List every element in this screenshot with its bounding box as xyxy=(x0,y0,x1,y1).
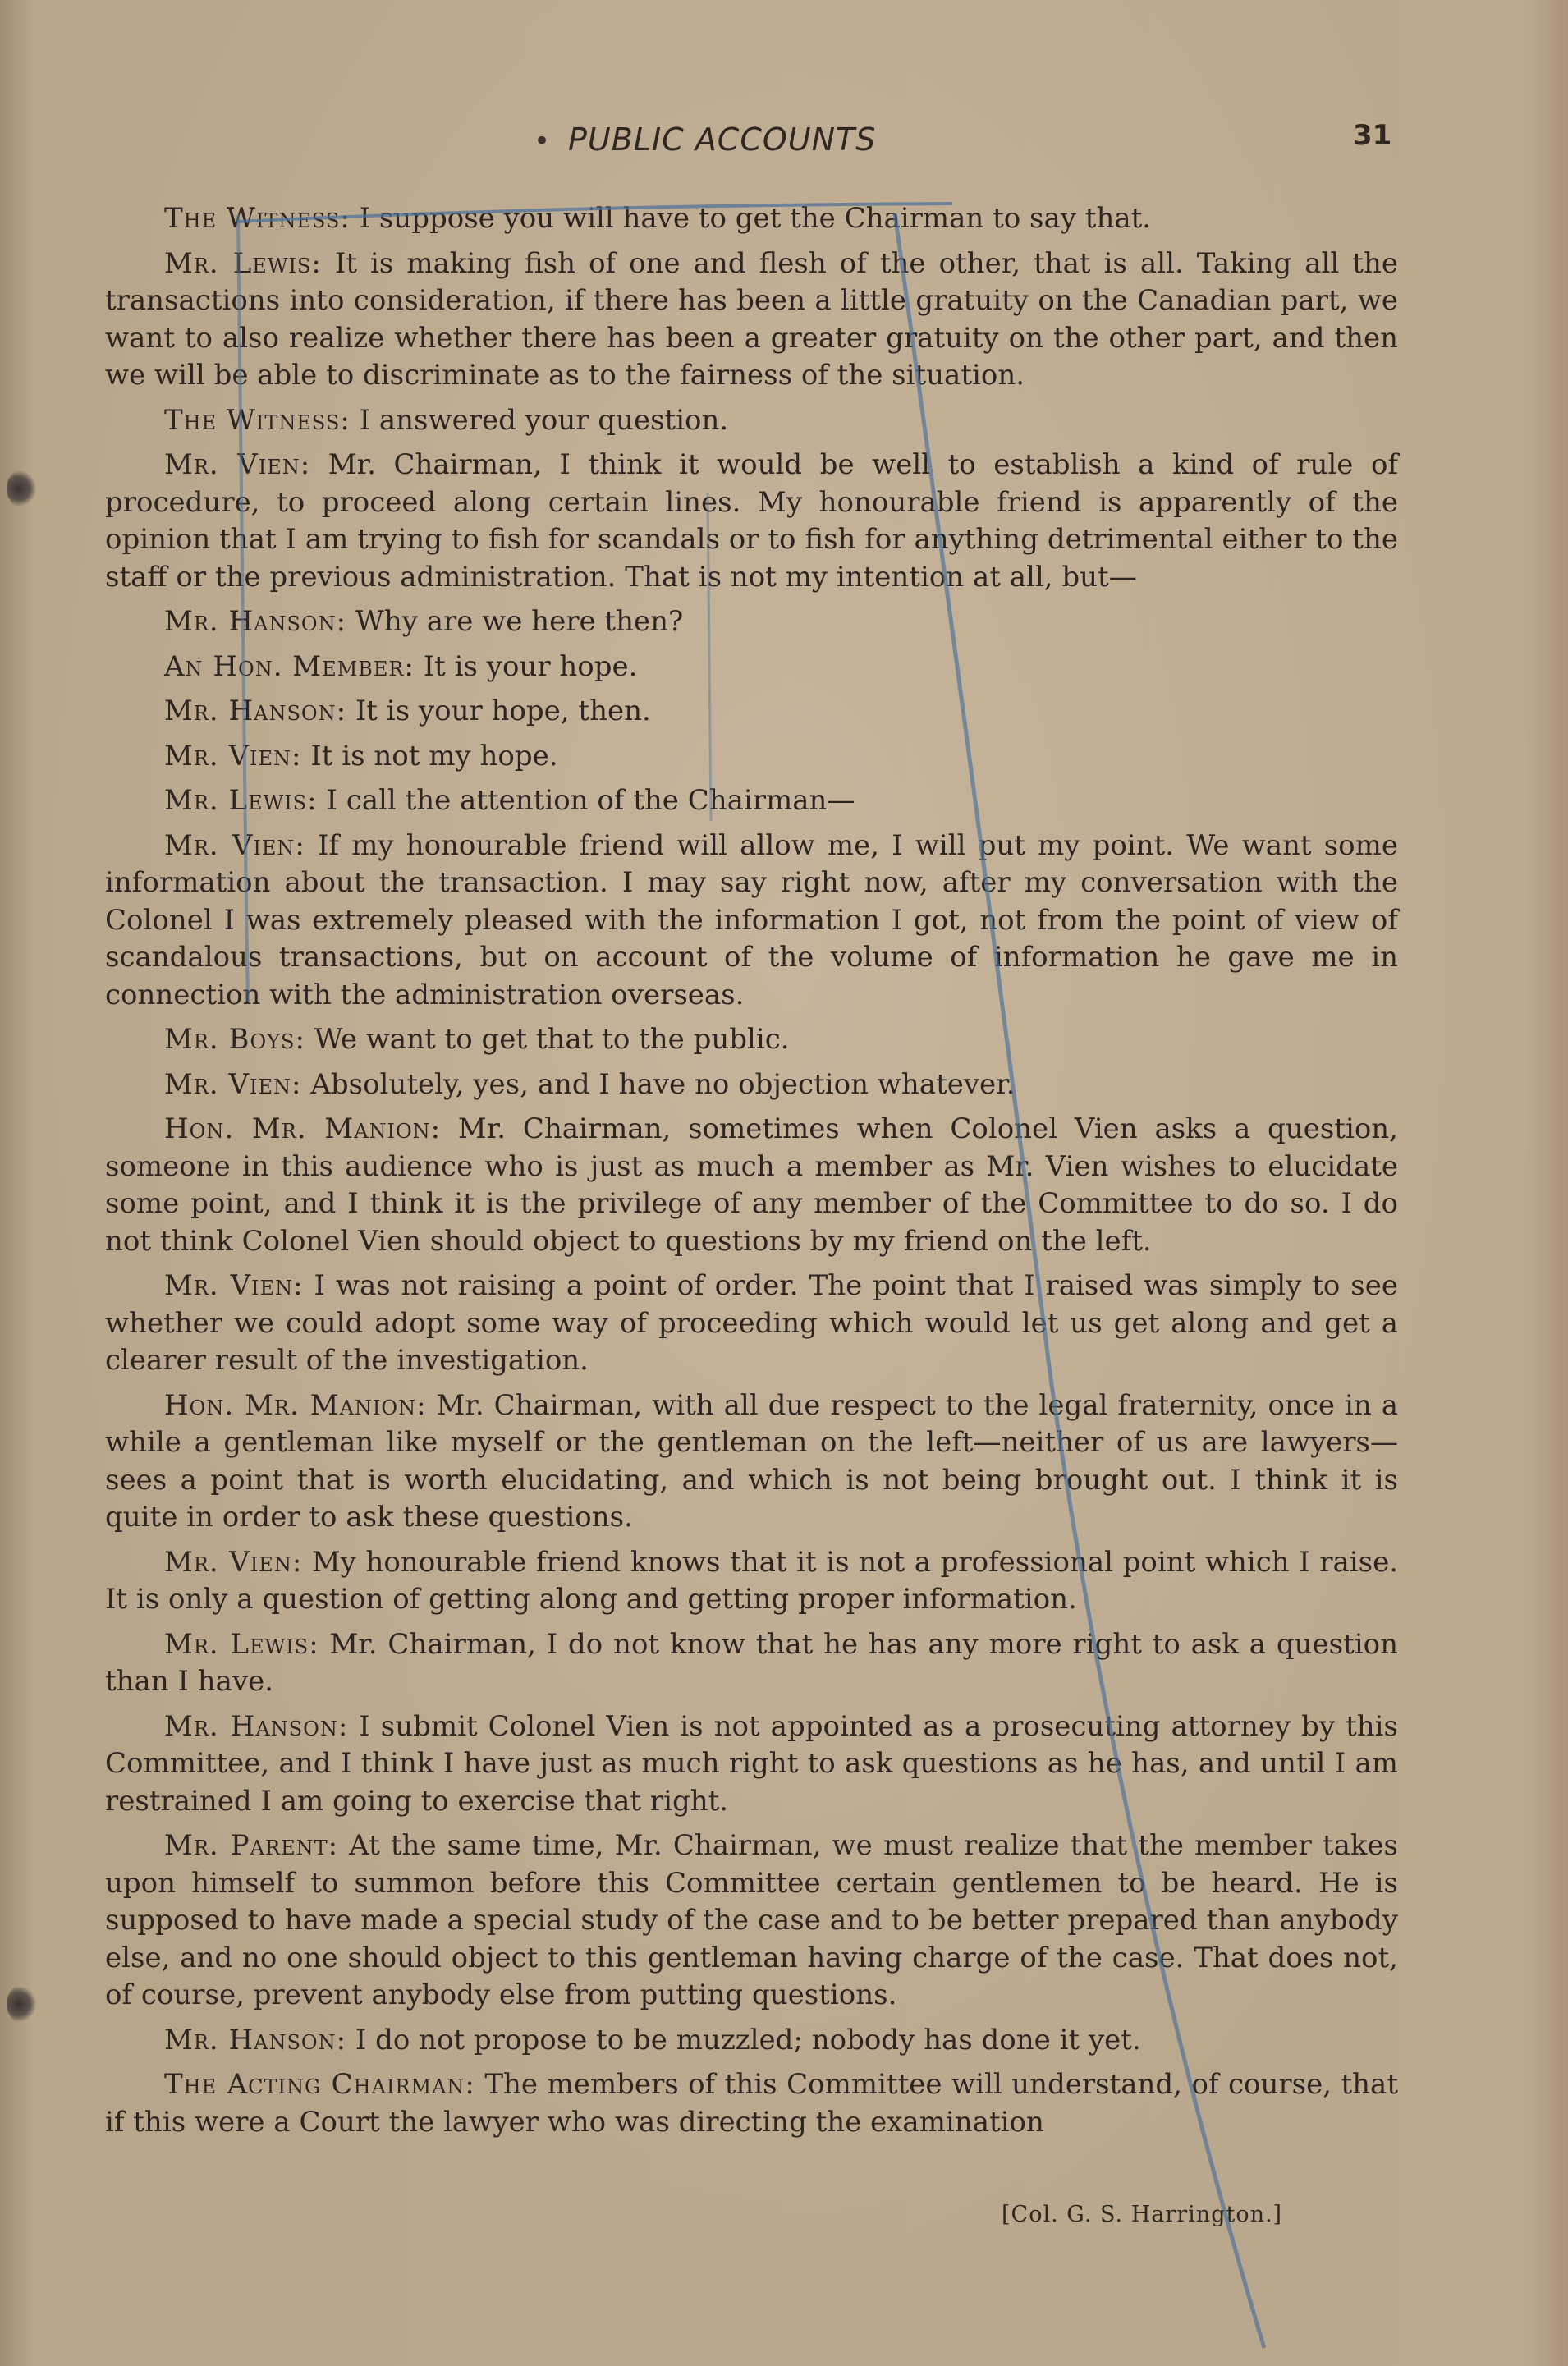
speaker-name: Mr. Lewis: xyxy=(164,246,322,280)
speech-text: I suppose you will have to get the Chairman to say that. xyxy=(350,202,1152,235)
speech-text: I answered your question. xyxy=(350,403,729,437)
speech-text: I submit Colonel Vien is not appointed as a prosecuting attorney by this Committee, and I think I have just as much right to ask questions as he has, and until I am restrained I am going to exercise that right. xyxy=(105,1709,1398,1818)
speaker-name: Mr. Boys: xyxy=(164,1023,305,1056)
speech-text: Mr. Chairman, with all due respect to the legal fraternity, once in a while a gentleman like myself or the gentleman on the left—neither of us are lawyers—sees a point that is worth elucidating, and which is not being brought out. I think it is quite in order to ask these questions. xyxy=(105,1388,1398,1534)
speech-text: I call the attention of the Chairman— xyxy=(317,784,855,817)
header-bullet: • xyxy=(534,125,551,158)
speech-text: The members of this Committee will understand, of course, that if this were a Court the lawyer who was directing the examination xyxy=(105,2068,1398,2139)
binding-hole-top xyxy=(7,470,36,507)
speaker-name: Mr. Lewis: xyxy=(164,1627,319,1661)
speaker-name: The Witness: xyxy=(164,403,351,437)
speaker-name: Mr. Vien: xyxy=(164,1269,304,1302)
transcript-paragraph xyxy=(105,402,1398,440)
speech-text: Why are we here then? xyxy=(346,605,684,638)
transcript-paragraph xyxy=(105,1708,1398,1821)
transcript-paragraph xyxy=(105,1021,1398,1059)
speech-text: I do not propose to be muzzled; nobody has done it yet. xyxy=(346,2023,1141,2056)
transcript-body xyxy=(105,200,1398,2148)
speech-text: I was not raising a point of order. The point that I raised was simply to see whether we could adopt some way of proceeding which would let us get along and get a clearer result of the investigation. xyxy=(105,1269,1398,1377)
speaker-name: An Hon. Member: xyxy=(164,649,415,683)
transcript-paragraph xyxy=(105,1111,1398,1260)
speech-text: It is your hope, then. xyxy=(346,695,651,727)
running-head-title: PUBLIC ACCOUNTS xyxy=(568,122,877,158)
speaker-name: The Witness: xyxy=(164,202,351,235)
speaker-name: Mr. Vien: xyxy=(164,828,305,862)
transcript-paragraph xyxy=(105,1268,1398,1380)
transcript-paragraph xyxy=(105,782,1398,820)
transcript-paragraph xyxy=(105,693,1398,731)
speaker-name: Mr. Hanson: xyxy=(164,2023,347,2056)
transcript-paragraph xyxy=(105,447,1398,596)
speaker-name: Mr. Vien: xyxy=(164,739,302,773)
speaker-name: Hon. Mr. Manion: xyxy=(164,1112,442,1145)
transcript-paragraph xyxy=(105,245,1398,395)
transcript-paragraph xyxy=(105,1066,1398,1104)
transcript-paragraph xyxy=(105,1387,1398,1537)
speaker-name: Hon. Mr. Manion: xyxy=(164,1388,427,1422)
speaker-name: Mr. Vien: xyxy=(164,448,311,481)
transcript-paragraph xyxy=(105,1827,1398,2015)
witness-footer-note: [Col. G. S. Harrington.] xyxy=(1002,2202,1283,2227)
page-number: 31 xyxy=(1353,119,1392,152)
speech-text: We want to get that to the public. xyxy=(305,1023,790,1056)
transcript-paragraph xyxy=(105,828,1398,1015)
transcript-paragraph xyxy=(105,2022,1398,2060)
speaker-name: Mr. Hanson: xyxy=(164,695,347,727)
speaker-name: Mr. Lewis: xyxy=(164,784,318,817)
speech-text: It is your hope. xyxy=(414,649,638,683)
speech-text: It is making fish of one and flesh of the other, that is all. Taking all the transactions into consideration, if there has been a little gratuity on the Canadian part, we want to also realize whether there has been a greater gratuity on the other part, and then we will be able to discriminate as to the fairness of the situation. xyxy=(105,246,1398,392)
speaker-name: Mr. Vien: xyxy=(164,1067,302,1101)
speaker-name: Mr. Vien: xyxy=(164,1545,303,1579)
transcript-paragraph xyxy=(105,1626,1398,1701)
transcript-paragraph xyxy=(105,603,1398,641)
speech-text: Mr. Chairman, sometimes when Colonel Vien asks a question, someone in this audience who is just as much a member as Mr. Vien wishes to elucidate some point, and I think it is the privilege of any member of the Committee to do so. I do not think Colonel Vien should object to questions by my friend on the left. xyxy=(105,1112,1398,1258)
transcript-paragraph xyxy=(105,1544,1398,1619)
speech-text: It is not my hope. xyxy=(301,739,558,773)
transcript-paragraph xyxy=(105,738,1398,776)
speaker-name: Mr. Hanson: xyxy=(164,605,347,638)
speaker-name: Mr. Hanson: xyxy=(164,1709,349,1743)
speech-text: If my honourable friend will allow me, I will put my point. We want some information about the transaction. I may say right now, after my conversation with the Colonel I was extremely pleased with the information I got, not from the point of view of scandalous transactions, but on account of the volume of information he gave me in connection with the administration overseas. xyxy=(105,828,1398,1011)
speech-text: My honourable friend knows that it is not a professional point which I raise. It is only a question of getting along and getting proper information. xyxy=(105,1545,1399,1616)
transcript-paragraph xyxy=(105,2066,1398,2141)
speech-text: Mr. Chairman, I think it would be well to establish a kind of rule of procedure, to proceed along certain lines. My honourable friend is apparently of the opinion that I am trying to fish for scandals or to fish for anything detrimental either to the staff or the previous administration. That is not my intention at all, but— xyxy=(105,448,1398,594)
speaker-name: Mr. Parent: xyxy=(164,1829,339,1862)
transcript-paragraph xyxy=(105,200,1398,238)
speech-text: At the same time, Mr. Chairman, we must realize that the member takes upon himself to summon before this Committee certain gentlemen to be heard. He is supposed to have made a special study of the case and to be better prepared than anybody else, and no one should object to this gentleman having charge of the case. That does not, of course, prevent anybody else from putting questions. xyxy=(105,1829,1399,2011)
speaker-name: The Acting Chairman: xyxy=(164,2068,475,2101)
binding-hole-bottom xyxy=(7,1985,36,2023)
speech-text: Mr. Chairman, I do not know that he has any more right to ask a question than I have. xyxy=(105,1627,1398,1698)
speech-text: Absolutely, yes, and I have no objection whatever. xyxy=(301,1067,1016,1101)
transcript-paragraph xyxy=(105,649,1398,686)
